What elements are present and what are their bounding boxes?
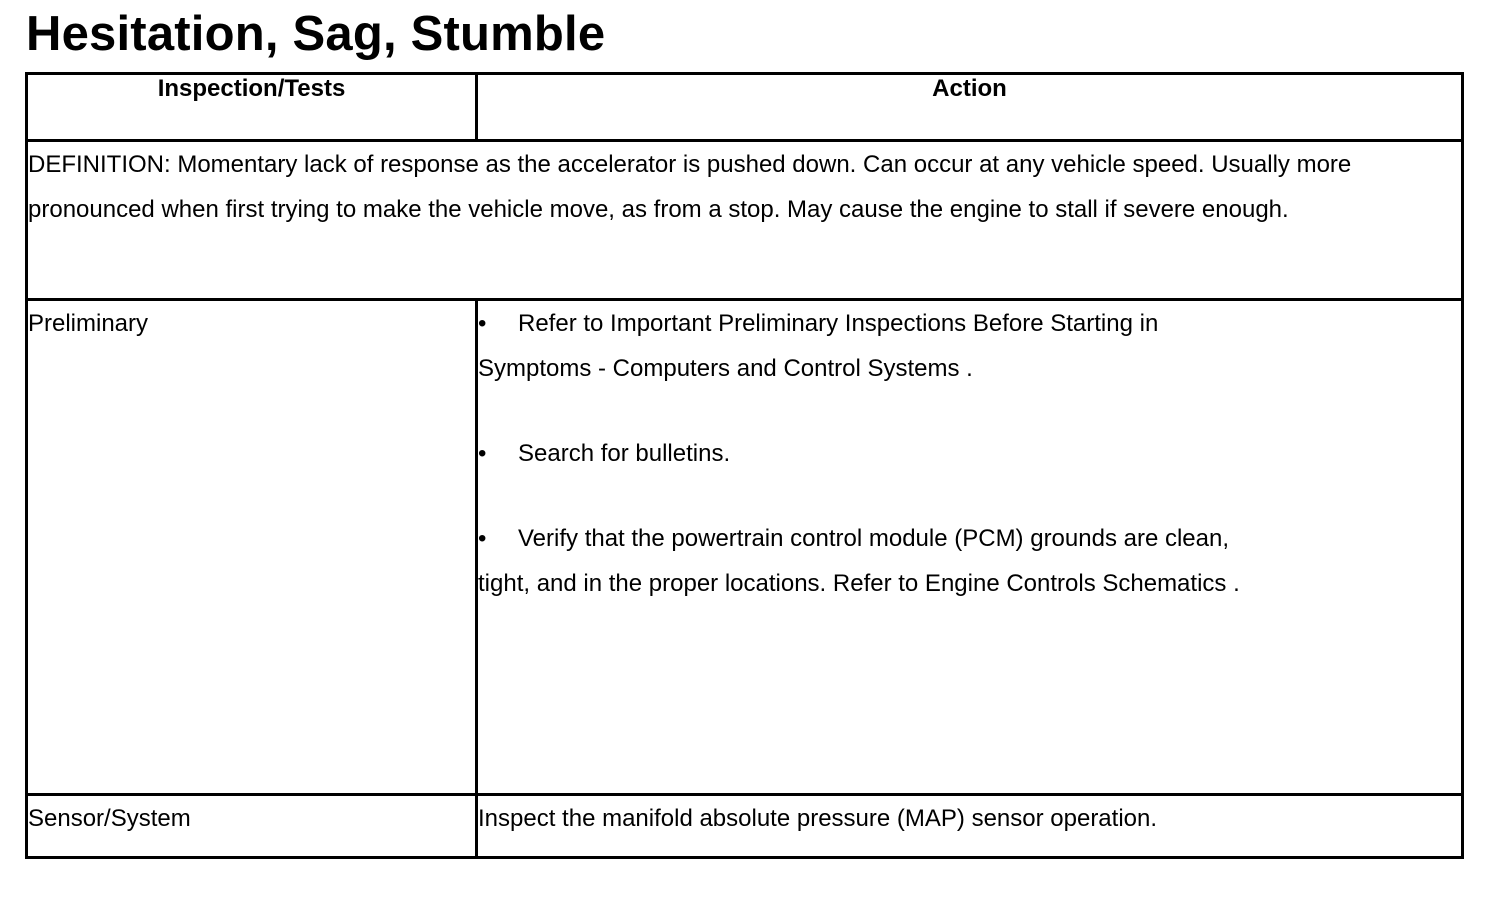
row-label-sensor-system: Sensor/System [27, 795, 477, 858]
definition-row [27, 141, 1463, 300]
bullet-text: Refer to Important Preliminary Inspections Before Starting in Symptoms - Computers and Control Systems . [478, 310, 1159, 382]
definition-text: DEFINITION: Momentary lack of response as the accelerator is pushed down. Can occur at any vehicle speed. Usually more pronounced when first trying to make the vehicle move, as from a stop. May cause the engine to stall if severe enough. [27, 141, 1463, 300]
bullet-text: Verify that the powertrain control module (PCM) grounds are clean, tight, and in the proper locations. Refer to Engine Controls Schematics . [478, 525, 1240, 597]
bullet-icon: • [478, 310, 487, 337]
page-title: Hesitation, Sag, Stumble [26, 7, 606, 61]
header-action: Action [477, 74, 1463, 141]
row-label-preliminary: Preliminary [27, 300, 477, 795]
list-item [478, 516, 1278, 606]
header-row [27, 74, 1463, 141]
table-row [27, 300, 1463, 795]
bullet-icon: • [478, 525, 487, 552]
preliminary-actions [477, 300, 1463, 795]
bullet-icon: • [478, 440, 487, 467]
header-inspection-tests: Inspection/Tests [27, 74, 477, 141]
list-item [478, 431, 1278, 476]
bullet-text: Search for bulletins. [518, 440, 731, 467]
sensor-system-action: Inspect the manifold absolute pressure (MAP) sensor operation. [477, 795, 1463, 858]
diagnostic-table [25, 72, 1464, 859]
table-row [27, 795, 1463, 858]
list-item [478, 301, 1278, 391]
